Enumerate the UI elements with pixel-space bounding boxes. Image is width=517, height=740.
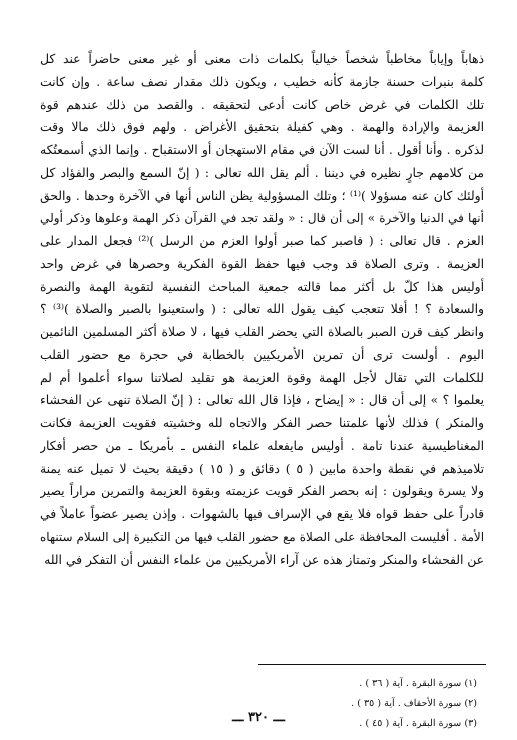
text-line: يعلموا ؟ » إلى أن قال : « إيضاح ، فإذا قال الله تعالى : ( إنّ الصلاة تنهى عن الفحشاء — [40, 393, 484, 408]
text-line: من كلامهم جارٍ نظيره في ديننا . ألم يقل الله تعالى : ( إنّ السمع والبصر والفؤاد كل — [40, 165, 484, 180]
text-line: أوليس هذا كلّ بل أكثر مما قالته جمعية المباحث النفسية لتقوية الهمة والنصرة — [40, 279, 484, 294]
text-line: الأمة . أفليست المحافظة على الصلاة مع حضور القلب فيها من التكبيرة إلى السلام ستنهاه — [40, 529, 484, 544]
text-line: ذهاباً وإياباً مخاطباً شخصاً خيالياً بكلمات ذات معنى أو غير معنى حاضراً عند كل — [40, 52, 484, 66]
footnote-separator — [258, 664, 486, 665]
footnote-2: (٢) سورة الأحقاف . آية ( ٣٥ ) . — [351, 698, 477, 709]
text-line: أنها في الدنيا والآخرة » إلى أن قال : « ولقد تجد في القرآن ذكر الهمة وعلوها وذكر أولي — [40, 211, 484, 226]
text-line: عن الفحشاء والمنكر وتمتاز هذه عن آراء الأمريكيين من علماء النفس أن التفكر في الله — [44, 552, 484, 567]
body-text — [40, 48, 484, 571]
text-line: لذكره . وأنا أقول . أنا لست الآن في مقام الاستهجان أو الاستقباح . وإنما الذي أسمعتُكه — [40, 143, 484, 157]
footnotes — [177, 674, 477, 734]
text-line: اليوم . أولست ترى أن تمرين الأمريكيين بالخطابة في حجرة مع حضور القلب — [40, 347, 484, 362]
page-number: ـــ ٣٢٠ ـــ — [232, 710, 285, 725]
text-line: العزم . قال تعالى : ( فاصبر كما صبر أولوا العزم من الرسل )⁽²⁾ فجعل المدار على — [40, 234, 484, 248]
text-line: العزيمة والإرادة والهمة . وهي كفيلة بتحقيق الأغراض . ولهم فوق ذلك مالا وقت — [40, 120, 484, 135]
text-line: ولا يسرة ويقولون : إنه بحصر الفكر قويت عزيمته وبقوة العزيمة والتمرين مراراً يصير — [40, 484, 484, 499]
text-line: للكلمات التي تقال لأجل الهمة وقوة العزيمة هو تقليد لصلاتنا سواء أعلموا أم لم — [40, 370, 484, 385]
text-line: المغناطيسية عندنا تامة . أوليس مايفعله علماء النفس ـ بأمريكا ـ من حصر أفكار — [40, 438, 484, 453]
text-line: أولئك كان عنه مسؤولا )⁽¹⁾ ؛ وتلك المسؤولية يظن الناس أنها في الآخرة وحدها . والحق — [40, 188, 484, 203]
footnote-1: (١) سورة البقرة . آية ( ٣٦ ) . — [359, 678, 477, 689]
text-line: والسعادة ؟ ! أفلا تتعجب كيف يقول الله تعالى : ( واستعينوا بالصبر والصلاة )⁽³⁾ ؟ — [40, 302, 484, 317]
text-line: والمنكر ) فذلك لأنها علمتنا حصر الفكر والاتجاه لله وخشيته فقويت العزيمة فكانت — [40, 416, 484, 430]
text-line: تلك الكلمات في غرض خاص كانت أدعى لتحقيقه . والقصد من ذلك عندهم قوة — [40, 97, 484, 112]
text-line: وانظر كيف قرن الصبر بالصلاة التي يحضر القلب فيها ، لا صلاة أكثر المسلمين النائمين — [40, 325, 484, 339]
footnote-3: (٣) سورة البقرة . آية ( ٤٥ ) . — [359, 718, 477, 729]
text-line: تلاميذهم في نقطة واحدة مابين ( ٥ ) دقائق و ( ١٥ ) دقيقة بحيث لا تميل عنه يمنة — [40, 461, 484, 476]
text-line: العزيمة . وترى الصلاة قد وجب فيها حفظ القوة الفكرية وحصرها في غرض واحد — [40, 256, 484, 271]
text-line: كلمة بنبرات حسنة جازمة كأنه خطيب ، ويكون ذلك مقدار نصف ساعة . وإن كانت — [40, 74, 484, 89]
text-line: قادراً على حفظ قواه فلا يقع في الإسراف فيها بالشهوات . وإذن يصير عضواً عاملاً في — [40, 507, 484, 521]
